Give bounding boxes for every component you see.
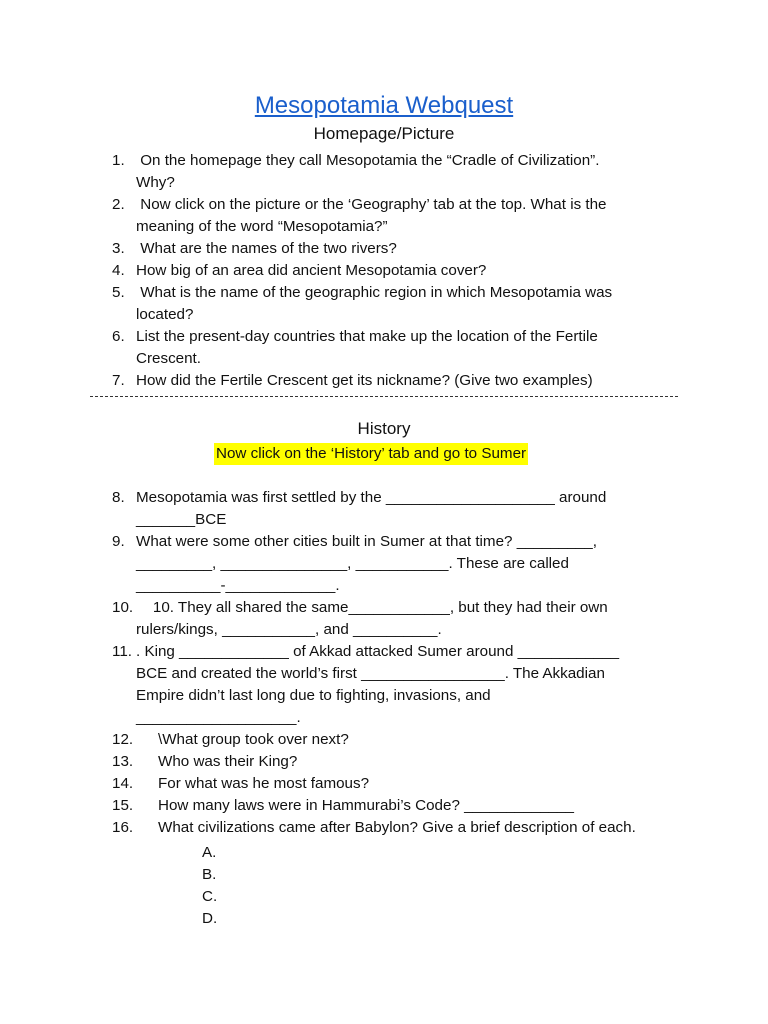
section-divider xyxy=(90,396,678,397)
question-number: 1. xyxy=(112,152,125,169)
question-text-line: On the homepage they call Mesopotamia the “Cradle of Civilization”. xyxy=(136,152,600,169)
question-text-line: located? xyxy=(136,306,194,323)
question-text-line: Why? xyxy=(136,174,175,191)
question-item xyxy=(112,487,672,531)
question-text-line: For what was he most famous? xyxy=(158,775,370,792)
question-text-line: _________, _______________, ___________. These are called xyxy=(136,555,569,572)
question-text-line: What is the name of the geographic region in which Mesopotamia was xyxy=(136,284,613,301)
question-text-line: . King _____________ of Akkad attacked Sumer around ____________ xyxy=(136,643,620,660)
question-number: 9. xyxy=(112,533,125,550)
question-item xyxy=(112,238,672,260)
question-list-history xyxy=(112,487,672,839)
question-text-line: What were some other cities built in Sumer at that time? _________, xyxy=(136,533,597,550)
question-text-line: What are the names of the two rivers? xyxy=(136,240,397,257)
question-text-line: What civilizations came after Babylon? Give a brief description of each. xyxy=(158,819,636,836)
question-item xyxy=(112,817,672,839)
question-text-line: meaning of the word “Mesopotamia?” xyxy=(136,218,388,235)
question-text-line: BCE and created the world’s first _________________. The Akkadian xyxy=(136,665,605,682)
question-text-line: \What group took over next? xyxy=(158,731,349,748)
question-number: 7. xyxy=(112,372,125,389)
question-item xyxy=(112,531,672,597)
answer-subitem: B. xyxy=(202,866,217,883)
answer-subitem-list xyxy=(202,842,217,930)
question-number: 4. xyxy=(112,262,125,279)
question-number: 15. xyxy=(112,797,134,814)
question-list-homepage xyxy=(112,150,672,392)
question-item xyxy=(112,641,672,729)
question-number: 3. xyxy=(112,240,125,257)
question-text-line: __________-_____________. xyxy=(136,577,340,594)
question-number: 13. xyxy=(112,753,134,770)
question-item xyxy=(112,773,672,795)
answer-subitem: D. xyxy=(202,910,218,927)
question-text-line: List the present-day countries that make up the location of the Fertile xyxy=(136,328,598,345)
question-item xyxy=(112,194,672,238)
question-item xyxy=(112,282,672,326)
question-item xyxy=(112,795,672,817)
answer-subitem: A. xyxy=(202,844,217,861)
question-item xyxy=(112,370,672,392)
question-text-line: Crescent. xyxy=(136,350,201,367)
question-number: 8. xyxy=(112,489,125,506)
question-item xyxy=(112,729,672,751)
answer-subitem: C. xyxy=(202,888,218,905)
question-text-line: How did the Fertile Crescent get its nickname? (Give two examples) xyxy=(136,372,593,389)
question-number: 16. xyxy=(112,819,134,836)
question-number: 6. xyxy=(112,328,125,345)
history-instruction-highlight: Now click on the ‘History’ tab and go to Sumer xyxy=(214,443,528,465)
question-text-line: How big of an area did ancient Mesopotamia cover? xyxy=(136,262,487,279)
section-heading-history: History xyxy=(357,419,411,438)
question-text-line: Who was their King? xyxy=(158,753,298,770)
question-number: 5. xyxy=(112,284,125,301)
question-number: 2. xyxy=(112,196,125,213)
question-text-line: _______BCE xyxy=(136,511,227,528)
question-text-line: Empire didn’t last long due to fighting, invasions, and xyxy=(136,687,491,704)
question-item xyxy=(112,597,672,641)
question-item xyxy=(112,326,672,370)
question-item xyxy=(112,751,672,773)
question-text-line: ___________________. xyxy=(136,709,301,726)
question-text-line: rulers/kings, ___________, and __________. xyxy=(136,621,442,638)
question-text-line: 10. They all shared the same____________, but they had their own xyxy=(136,599,608,616)
document-title: Mesopotamia Webquest xyxy=(254,92,514,119)
question-number: 10. xyxy=(112,599,134,616)
question-item xyxy=(112,260,672,282)
question-text-line: How many laws were in Hammurabi’s Code? _____________ xyxy=(158,797,574,814)
question-text-line: Now click on the picture or the ‘Geography’ tab at the top. What is the xyxy=(136,196,607,213)
question-item xyxy=(112,150,672,194)
question-number: 12. xyxy=(112,731,134,748)
question-text-line: Mesopotamia was first settled by the ____________________ around xyxy=(136,489,607,506)
question-number: 14. xyxy=(112,775,134,792)
question-number: 11. xyxy=(112,643,132,660)
section-heading-homepage: Homepage/Picture xyxy=(313,124,455,143)
